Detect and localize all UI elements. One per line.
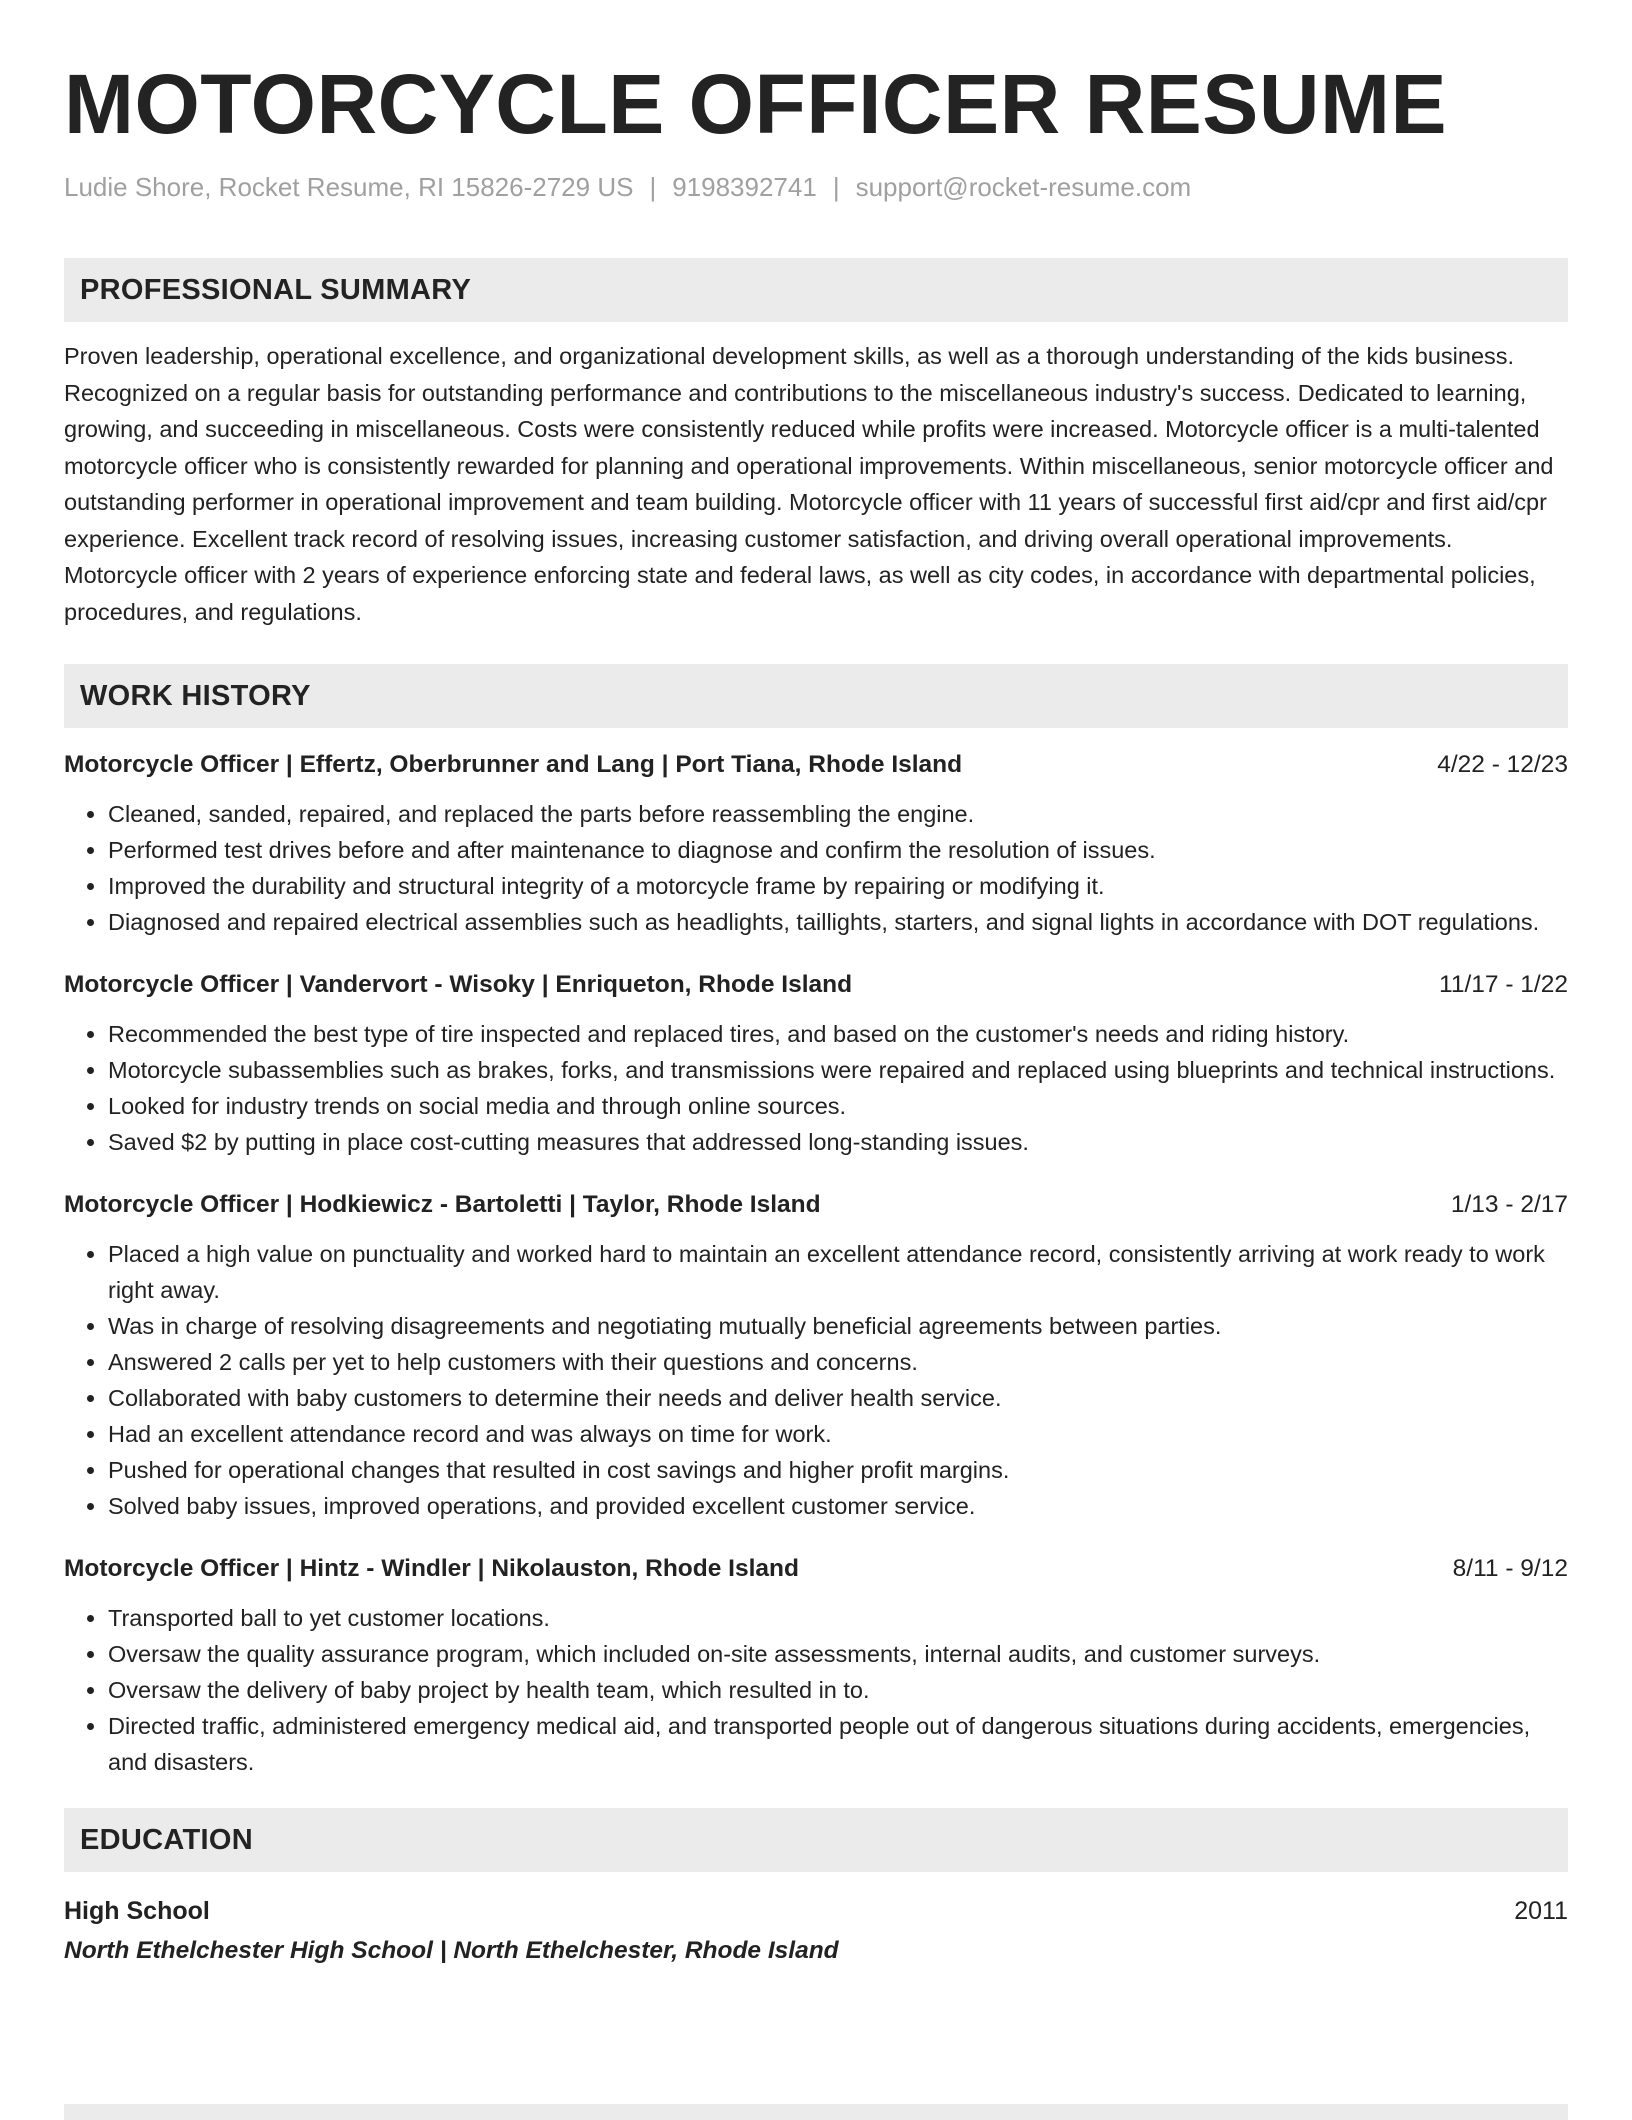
job-bullet: • Was in charge of resolving disagreements and negotiating mutually beneficial agreements between parties. [108,1308,1568,1344]
contact-separator: | [832,172,840,202]
education-entry [64,1894,1568,1968]
job-bullet: • Looked for industry trends on social media and through online sources. [108,1088,1568,1124]
job-bullet: • Performed test drives before and after maintenance to diagnose and confirm the resolution of issues. [108,832,1568,868]
job-bullet: • Had an excellent attendance record and was always on time for work. [108,1416,1568,1452]
job-bullet-list [64,796,1568,940]
job-title: Motorcycle Officer | Hintz - Windler | Nikolauston, Rhode Island [64,1555,799,1582]
resume-page [64,0,1568,1968]
job-bullet: • Placed a high value on punctuality and worked hard to maintain an excellent attendance record, consistently arriving at work ready to work right away. [108,1236,1568,1308]
contact-address: Ludie Shore, Rocket Resume, RI 15826-2729 US [64,172,634,202]
job-bullet: • Diagnosed and repaired electrical assemblies such as headlights, taillights, starters, and signal lights in accordance with DOT regulations. [108,904,1568,940]
job-bullet: • Improved the durability and structural integrity of a motorcycle frame by repairing or modifying it. [108,868,1568,904]
job-entry [64,748,1568,940]
job-header [64,1552,1568,1586]
job-bullet-list [64,1236,1568,1524]
resume-title: MOTORCYCLE OFFICER RESUME [64,57,1447,151]
job-title: Motorcycle Officer | Vandervort - Wisoky | Enriqueton, Rhode Island [64,971,853,998]
job-title: Motorcycle Officer | Hodkiewicz - Bartoletti | Taylor, Rhode Island [64,1191,821,1218]
summary-section-heading: PROFESSIONAL SUMMARY [64,258,1568,322]
job-entry [64,968,1568,1160]
job-dates: 1/13 - 2/17 [1450,1191,1568,1218]
job-dates: 11/17 - 1/22 [1439,971,1568,998]
job-bullet: • Recommended the best type of tire inspected and replaced tires, and based on the customer's needs and riding history. [108,1016,1568,1052]
next-section-header-strip [64,2104,1568,2120]
contact-phone: 9198392741 [672,172,817,202]
job-bullet: • Collaborated with baby customers to determine their needs and deliver health service. [108,1380,1568,1416]
contact-line [64,170,1568,204]
education-degree: High School [64,1897,210,1925]
education-school: North Ethelchester High School | North Ethelchester, Rhode Island [64,1937,839,1964]
job-bullet-list [64,1016,1568,1160]
job-header [64,748,1568,782]
education-section-heading: EDUCATION [64,1808,1568,1872]
contact-email: support@rocket-resume.com [855,172,1192,202]
job-bullet: • Cleaned, sanded, repaired, and replaced the parts before reassembling the engine. [108,796,1568,832]
job-bullet-list [64,1600,1568,1780]
job-entry [64,1552,1568,1780]
job-dates: 8/11 - 9/12 [1452,1555,1568,1582]
education-header [64,1894,1568,1928]
job-bullet: • Oversaw the delivery of baby project by health team, which resulted in to. [108,1672,1568,1708]
job-bullet: • Saved $2 by putting in place cost-cutting measures that addressed long-standing issues. [108,1124,1568,1160]
job-bullet: • Solved baby issues, improved operations, and provided excellent customer service. [108,1488,1568,1524]
job-bullet: • Directed traffic, administered emergency medical aid, and transported people out of dangerous situations during accidents, emergencies, and disasters. [108,1708,1568,1780]
job-header [64,1188,1568,1222]
job-bullet: • Answered 2 calls per yet to help customers with their questions and concerns. [108,1344,1568,1380]
summary-text: Proven leadership, operational excellence, and organizational development skills, as well as a thorough understanding of the kids business. Recognized on a regular basis for outstanding performance and contributions to the miscellaneous industry's success. Dedicated to learning, growing, and succeeding in miscellaneous. Costs were consistently reduced while profits were increased. Motorcycle officer is a multi-talented motorcycle officer who is consistently rewarded for planning and operational improvements. Within miscellaneous, senior motorcycle officer and outstanding performer in operational improvement and team building. Motorcycle officer with 11 years of successful first aid/cpr and first aid/cpr experience. Excellent track record of resolving issues, increasing customer satisfaction, and driving overall operational improvements. Motorcycle officer with 2 years of experience enforcing state and federal laws, as well as city codes, in accordance with departmental policies, procedures, and regulations. [64,343,1554,625]
job-dates: 4/22 - 12/23 [1437,751,1568,778]
work-history-section-heading: WORK HISTORY [64,664,1568,728]
job-bullet: • Transported ball to yet customer locations. [108,1600,1568,1636]
job-entry [64,1188,1568,1524]
job-title: Motorcycle Officer | Effertz, Oberbrunner and Lang | Port Tiana, Rhode Island [64,751,963,778]
job-bullet: • Oversaw the quality assurance program, which included on-site assessments, internal audits, and customer surveys. [108,1636,1568,1672]
contact-separator: | [649,172,657,202]
job-header [64,968,1568,1002]
education-year: 2011 [1514,1897,1568,1925]
job-bullet: • Pushed for operational changes that resulted in cost savings and higher profit margins. [108,1452,1568,1488]
job-bullet: • Motorcycle subassemblies such as brakes, forks, and transmissions were repaired and replaced using blueprints and technical instructions. [108,1052,1568,1088]
